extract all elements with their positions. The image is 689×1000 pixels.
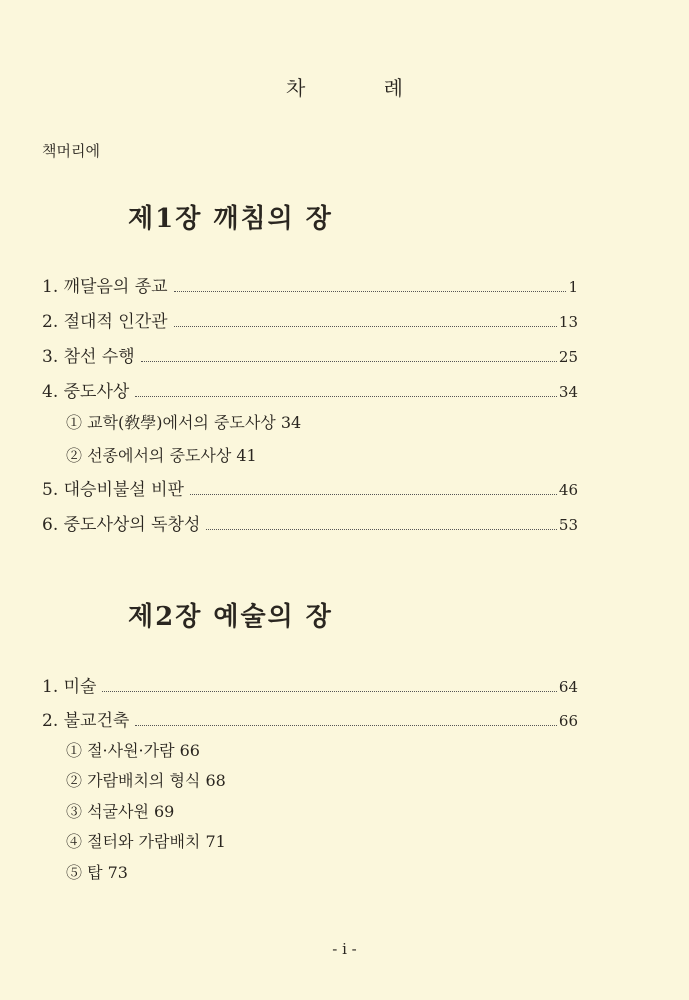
page-title: 차 례	[286, 76, 439, 100]
entry-page: 64	[558, 678, 578, 696]
dot-leader	[135, 395, 557, 397]
entry-page: 34	[558, 383, 578, 401]
toc-entry	[42, 377, 578, 401]
entry-label: 6. 중도사상의 독창성	[42, 515, 201, 535]
toc-subentry: ⑤ 탑 73	[66, 863, 128, 882]
entry-page: 53	[558, 516, 578, 534]
entry-label: 2. 절대적 인간관	[42, 312, 168, 332]
entry-label: 4. 중도사상	[42, 382, 130, 402]
preface-entry: 책머리에	[42, 142, 100, 160]
entry-label: 1. 깨달음의 종교	[42, 277, 168, 297]
entry-page: 13	[558, 313, 578, 331]
toc-subentry: ① 교학(敎學)에서의 중도사상 34	[66, 413, 302, 432]
chapter-2-title: 제2장 예술의 장	[128, 602, 333, 632]
entry-label: 1. 미술	[42, 677, 97, 697]
dot-leader	[102, 690, 556, 692]
dot-leader	[174, 325, 557, 327]
toc-entry	[42, 672, 578, 696]
toc-entry	[42, 706, 578, 730]
entry-label: 5. 대승비불설 비판	[42, 480, 184, 500]
toc-entry	[42, 342, 578, 366]
chapter-1-title: 제1장 깨침의 장	[128, 204, 333, 234]
toc-subentry: ① 절·사원·가람 66	[66, 741, 200, 760]
dot-leader	[190, 493, 557, 495]
entry-label: 2. 불교건축	[42, 711, 130, 731]
entry-page: 25	[558, 348, 578, 366]
entry-page: 1	[568, 278, 578, 296]
toc-entry	[42, 510, 578, 534]
toc-subentry: ④ 절터와 가람배치 71	[66, 832, 226, 851]
toc-subentry: ② 가람배치의 형식 68	[66, 771, 226, 790]
dot-leader	[141, 360, 557, 362]
toc-entry	[42, 307, 578, 331]
dot-leader	[135, 724, 557, 726]
entry-page: 46	[558, 481, 578, 499]
dot-leader	[206, 528, 557, 530]
entry-label: 3. 참선 수행	[42, 347, 135, 367]
page-number: - i -	[332, 940, 357, 958]
dot-leader	[174, 290, 567, 292]
toc-subentry: ③ 석굴사원 69	[66, 802, 175, 821]
entry-page: 66	[558, 712, 578, 730]
toc-subentry: ② 선종에서의 중도사상 41	[66, 446, 257, 465]
toc-entry	[42, 272, 578, 296]
toc-entry	[42, 475, 578, 499]
